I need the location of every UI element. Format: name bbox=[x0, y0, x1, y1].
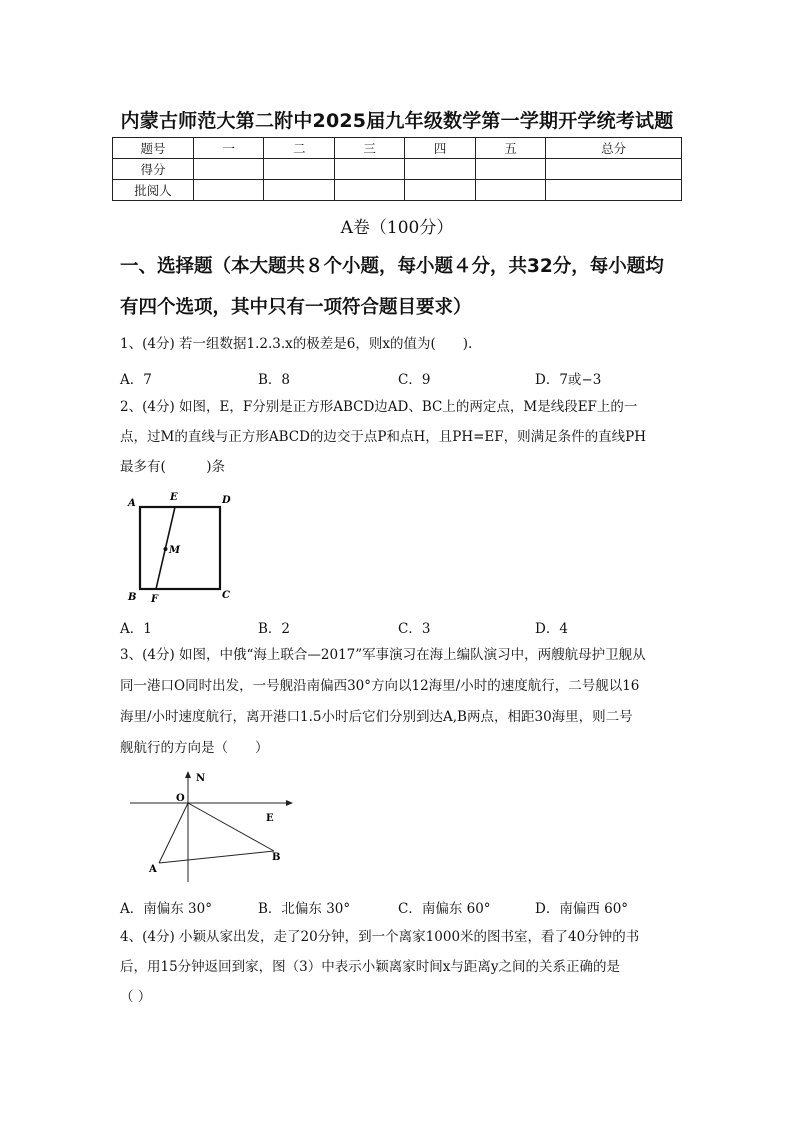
juan-title: A卷（100分） bbox=[340, 218, 454, 238]
question-2-line: 2、(4分) 如图，E，F分别是正方形ABCD边AD、BC上的两定点，M是线段EF上的一 bbox=[120, 399, 638, 415]
score-table bbox=[112, 137, 682, 201]
option-b: B．2 bbox=[258, 621, 291, 637]
option-c: C．3 bbox=[398, 621, 431, 637]
row-label: 得分 bbox=[113, 159, 194, 180]
question-3-line: 海里/小时速度航行，离开港口1.5小时后它们分别到达A,B两点，相距30海里，则二号 bbox=[120, 709, 633, 725]
label-b: B bbox=[128, 592, 137, 603]
option-d: D．7或−3 bbox=[535, 372, 602, 388]
score-cell bbox=[334, 159, 404, 180]
option-c: C．南偏东 60° bbox=[398, 901, 491, 917]
reviewer-cell bbox=[546, 180, 682, 201]
option-a: A．7 bbox=[120, 372, 152, 388]
square-figure bbox=[118, 488, 243, 610]
segment-ob bbox=[188, 803, 274, 851]
score-cell bbox=[546, 159, 682, 180]
label-b: B bbox=[272, 852, 281, 863]
section-heading-line: 有四个选项，其中只有一项符合题目要求） bbox=[120, 297, 472, 318]
score-cell bbox=[194, 159, 264, 180]
question-4-line: 4、(4分) 小颖从家出发，走了20分钟，到一个离家1000米的图书室，看了40分钟的书 bbox=[120, 929, 640, 945]
reviewer-cell bbox=[334, 180, 404, 201]
label-c: C bbox=[222, 590, 230, 601]
segment-ab bbox=[159, 851, 274, 863]
question-2-options bbox=[120, 617, 682, 641]
question-4-line: 后，用15分钟返回到家，图（3）中表示小颖离家时间x与距离y之间的关系正确的是 bbox=[120, 959, 621, 975]
option-d: D．南偏西 60° bbox=[535, 901, 629, 917]
question-4-line: （ ） bbox=[120, 989, 152, 1005]
score-cell bbox=[405, 159, 475, 180]
point-m bbox=[164, 547, 168, 551]
question-3-options bbox=[120, 897, 682, 921]
score-cell bbox=[264, 159, 334, 180]
header-cell: 五 bbox=[475, 138, 545, 159]
header-cell: 题号 bbox=[113, 138, 194, 159]
option-b: B．北偏东 30° bbox=[258, 901, 351, 917]
label-o: O bbox=[176, 793, 185, 804]
reviewer-cell bbox=[264, 180, 334, 201]
compass-figure bbox=[124, 768, 296, 888]
option-d: D．4 bbox=[535, 621, 568, 637]
label-f: F bbox=[151, 594, 159, 605]
option-c: C．9 bbox=[398, 372, 431, 388]
label-a: A bbox=[128, 498, 136, 509]
label-e: E bbox=[170, 492, 178, 503]
reviewer-cell bbox=[475, 180, 545, 201]
option-b: B．8 bbox=[258, 372, 291, 388]
label-m: M bbox=[169, 545, 181, 556]
reviewer-cell bbox=[194, 180, 264, 201]
exam-title: 内蒙古师范大第二附中2025届九年级数学第一学期开学统考试题 bbox=[120, 110, 674, 132]
label-e: E bbox=[266, 813, 274, 824]
label-a: A bbox=[149, 864, 157, 875]
question-3-line: 同一港口O同时出发，一号舰沿南偏西30°方向以12海里/小时的速度航行，二号舰以16 bbox=[120, 678, 640, 694]
question-1-text: 1、(4分) 若一组数据1.2.3.x的极差是6，则x的值为( ). bbox=[120, 336, 473, 352]
header-cell: 四 bbox=[405, 138, 475, 159]
score-row bbox=[113, 159, 682, 180]
option-a: A．1 bbox=[120, 621, 152, 637]
question-3-line: 3、(4分) 如图，中俄“海上联合—2017”军事演习在海上编队演习中，两艘航母护卫舰从 bbox=[120, 647, 646, 663]
question-2-line: 最多有( )条 bbox=[120, 459, 226, 475]
segment-oa bbox=[159, 803, 188, 863]
east-arrow-icon bbox=[286, 800, 293, 806]
question-2-line: 点，过M的直线与正方形ABCD的边交于点P和点H，且PH=EF，则满足条件的直线PH bbox=[120, 429, 646, 445]
header-cell: 总分 bbox=[546, 138, 682, 159]
score-table-header-row bbox=[113, 138, 682, 159]
reviewer-row bbox=[113, 180, 682, 201]
score-cell bbox=[475, 159, 545, 180]
label-n: N bbox=[196, 773, 206, 784]
section-heading-line: 一、选择题（本大题共８个小题，每小题４分，共32分，每小题均 bbox=[120, 256, 664, 277]
question-3-line: 舰航行的方向是（ ） bbox=[120, 740, 269, 756]
north-arrow-icon bbox=[185, 771, 191, 778]
row-label: 批阅人 bbox=[113, 180, 194, 201]
reviewer-cell bbox=[405, 180, 475, 201]
question-1-options bbox=[120, 368, 682, 392]
option-a: A．南偏东 30° bbox=[120, 901, 212, 917]
header-cell: 二 bbox=[264, 138, 334, 159]
label-d: D bbox=[222, 495, 231, 506]
header-cell: 一 bbox=[194, 138, 264, 159]
header-cell: 三 bbox=[334, 138, 404, 159]
